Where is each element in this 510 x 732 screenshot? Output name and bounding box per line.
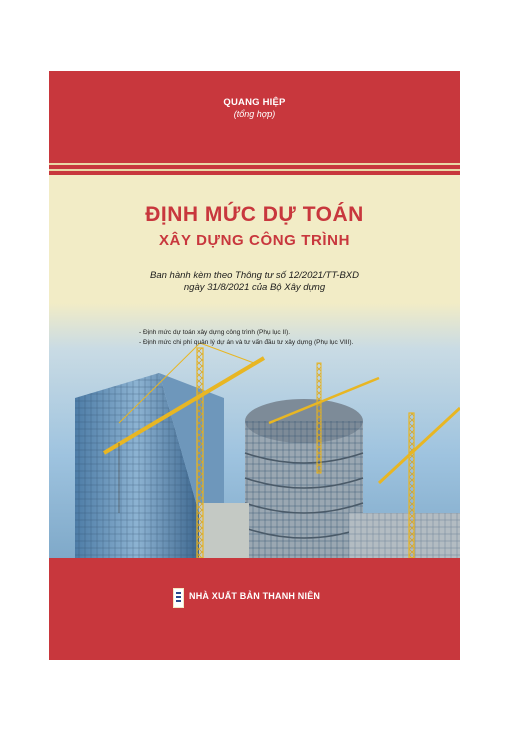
author-name: QUANG HIỆP — [223, 97, 286, 108]
issuance-date: ngày 31/8/2021 của Bộ Xây dựng — [183, 282, 326, 293]
book-subtitle: XÂY DỰNG CÔNG TRÌNH — [158, 232, 351, 249]
publisher-logo-icon — [173, 588, 184, 608]
compiled-note: (tổng hợp) — [233, 109, 276, 119]
top-red-band — [49, 71, 460, 163]
divider-stripe — [49, 169, 460, 171]
bottom-red-band — [49, 558, 460, 660]
book-cover — [49, 71, 460, 660]
contents-list — [139, 328, 459, 348]
divider-stripe — [49, 163, 460, 165]
cover-middle-panel — [49, 175, 460, 558]
book-title: ĐỊNH MỨC DỰ TOÁN — [145, 203, 364, 226]
publisher-name: NHÀ XUẤT BẢN THANH NIÊN — [189, 591, 321, 601]
round-building — [245, 399, 363, 558]
issuance-note: Ban hành kèm theo Thông tư số 12/2021/TT-BXD — [150, 270, 359, 281]
list-item: - Định mức dự toán xây dựng công trình (Phụ lục II). — [139, 329, 291, 336]
list-item: - Định mức chi phí quản lý dự án và tư vấn đầu tư xây dựng (Phụ lục VIII). — [139, 339, 354, 346]
